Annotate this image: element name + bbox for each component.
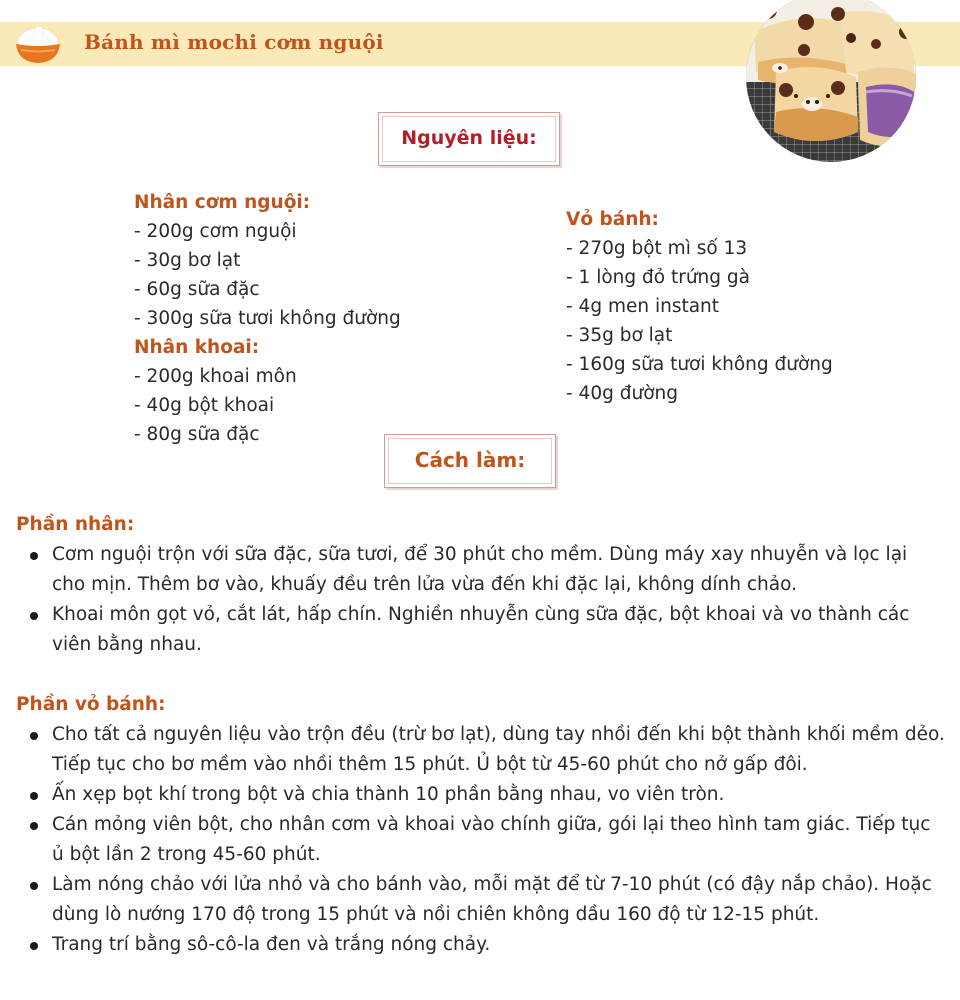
method-heading: Cách làm: xyxy=(384,434,556,488)
ingredient-item: - 35g bơ lạt xyxy=(566,325,673,346)
step-item: Làm nóng chảo với lửa nhỏ và cho bánh vào, mỗi mặt để từ 7-10 phút (có đậy nắp chảo). Hoặc dùng lò nướng 170 độ trong 15 phút và nồi chiên không dầu 160 độ từ 12-15 phút. xyxy=(16,870,946,930)
filling-steps-title: Phần nhân: xyxy=(16,514,135,535)
step-item: Ấn xẹp bọt khí trong bột và chia thành 10 phần bằng nhau, vo viên tròn. xyxy=(16,780,946,810)
ingredient-item: - 160g sữa tươi không đường xyxy=(566,354,833,375)
step-item: Khoai môn gọt vỏ, cắt lát, hấp chín. Nghiền nhuyễn cùng sữa đặc, bột khoai và vo thành các viên bằng nhau. xyxy=(16,600,946,660)
ingredient-item: - 40g đường xyxy=(566,383,678,404)
filling-steps-list xyxy=(16,540,946,660)
filling-taro-title: Nhân khoai: xyxy=(134,337,260,358)
filling-steps-section xyxy=(16,510,946,660)
shell-title: Vỏ bánh: xyxy=(566,209,659,230)
ingredient-item: - 200g khoai môn xyxy=(134,366,297,387)
step-item: Cơm nguội trộn với sữa đặc, sữa tươi, để 30 phút cho mềm. Dùng máy xay nhuyễn và lọc lại cho mịn. Thêm bơ vào, khuấy đều trên lửa vừa đến khi đặc lại, không dính chảo. xyxy=(16,540,946,600)
mochi-bread-photo xyxy=(746,0,916,162)
shell-steps-title: Phần vỏ bánh: xyxy=(16,694,166,715)
ingredient-item: - 30g bơ lạt xyxy=(134,250,241,271)
ingredient-item: - 200g cơm nguội xyxy=(134,221,297,242)
ingredient-item: - 270g bột mì số 13 xyxy=(566,238,748,259)
ingredient-item: - 40g bột khoai xyxy=(134,395,275,416)
page-title: Bánh mì mochi cơm nguội xyxy=(84,30,384,54)
filling-rice-title: Nhân cơm nguội: xyxy=(134,192,311,213)
ingredients-right-column xyxy=(566,205,833,408)
ingredient-item: - 1 lòng đỏ trứng gà xyxy=(566,267,750,288)
step-item: Cán mỏng viên bột, cho nhân cơm và khoai vào chính giữa, gói lại theo hình tam giác. Tiếp tục ủ bột lần 2 trong 45-60 phút. xyxy=(16,810,946,870)
ingredient-item: - 4g men instant xyxy=(566,296,720,317)
rice-bowl-icon xyxy=(12,20,64,68)
ingredients-left-column xyxy=(134,188,401,449)
shell-steps-list xyxy=(16,720,946,960)
step-item: Trang trí bằng sô-cô-la đen và trắng nóng chảy. xyxy=(16,930,946,960)
ingredients-heading: Nguyên liệu: xyxy=(378,112,560,166)
ingredient-item: - 300g sữa tươi không đường xyxy=(134,308,401,329)
ingredient-item: - 80g sữa đặc xyxy=(134,424,260,445)
shell-steps-section xyxy=(16,690,946,960)
step-item: Cho tất cả nguyên liệu vào trộn đều (trừ bơ lạt), dùng tay nhồi đến khi bột thành khối mềm dẻo. Tiếp tục cho bơ mềm vào nhồi thêm 15 phút. Ủ bột từ 45-60 phút cho nở gấp đôi. xyxy=(16,720,946,780)
ingredient-item: - 60g sữa đặc xyxy=(134,279,260,300)
